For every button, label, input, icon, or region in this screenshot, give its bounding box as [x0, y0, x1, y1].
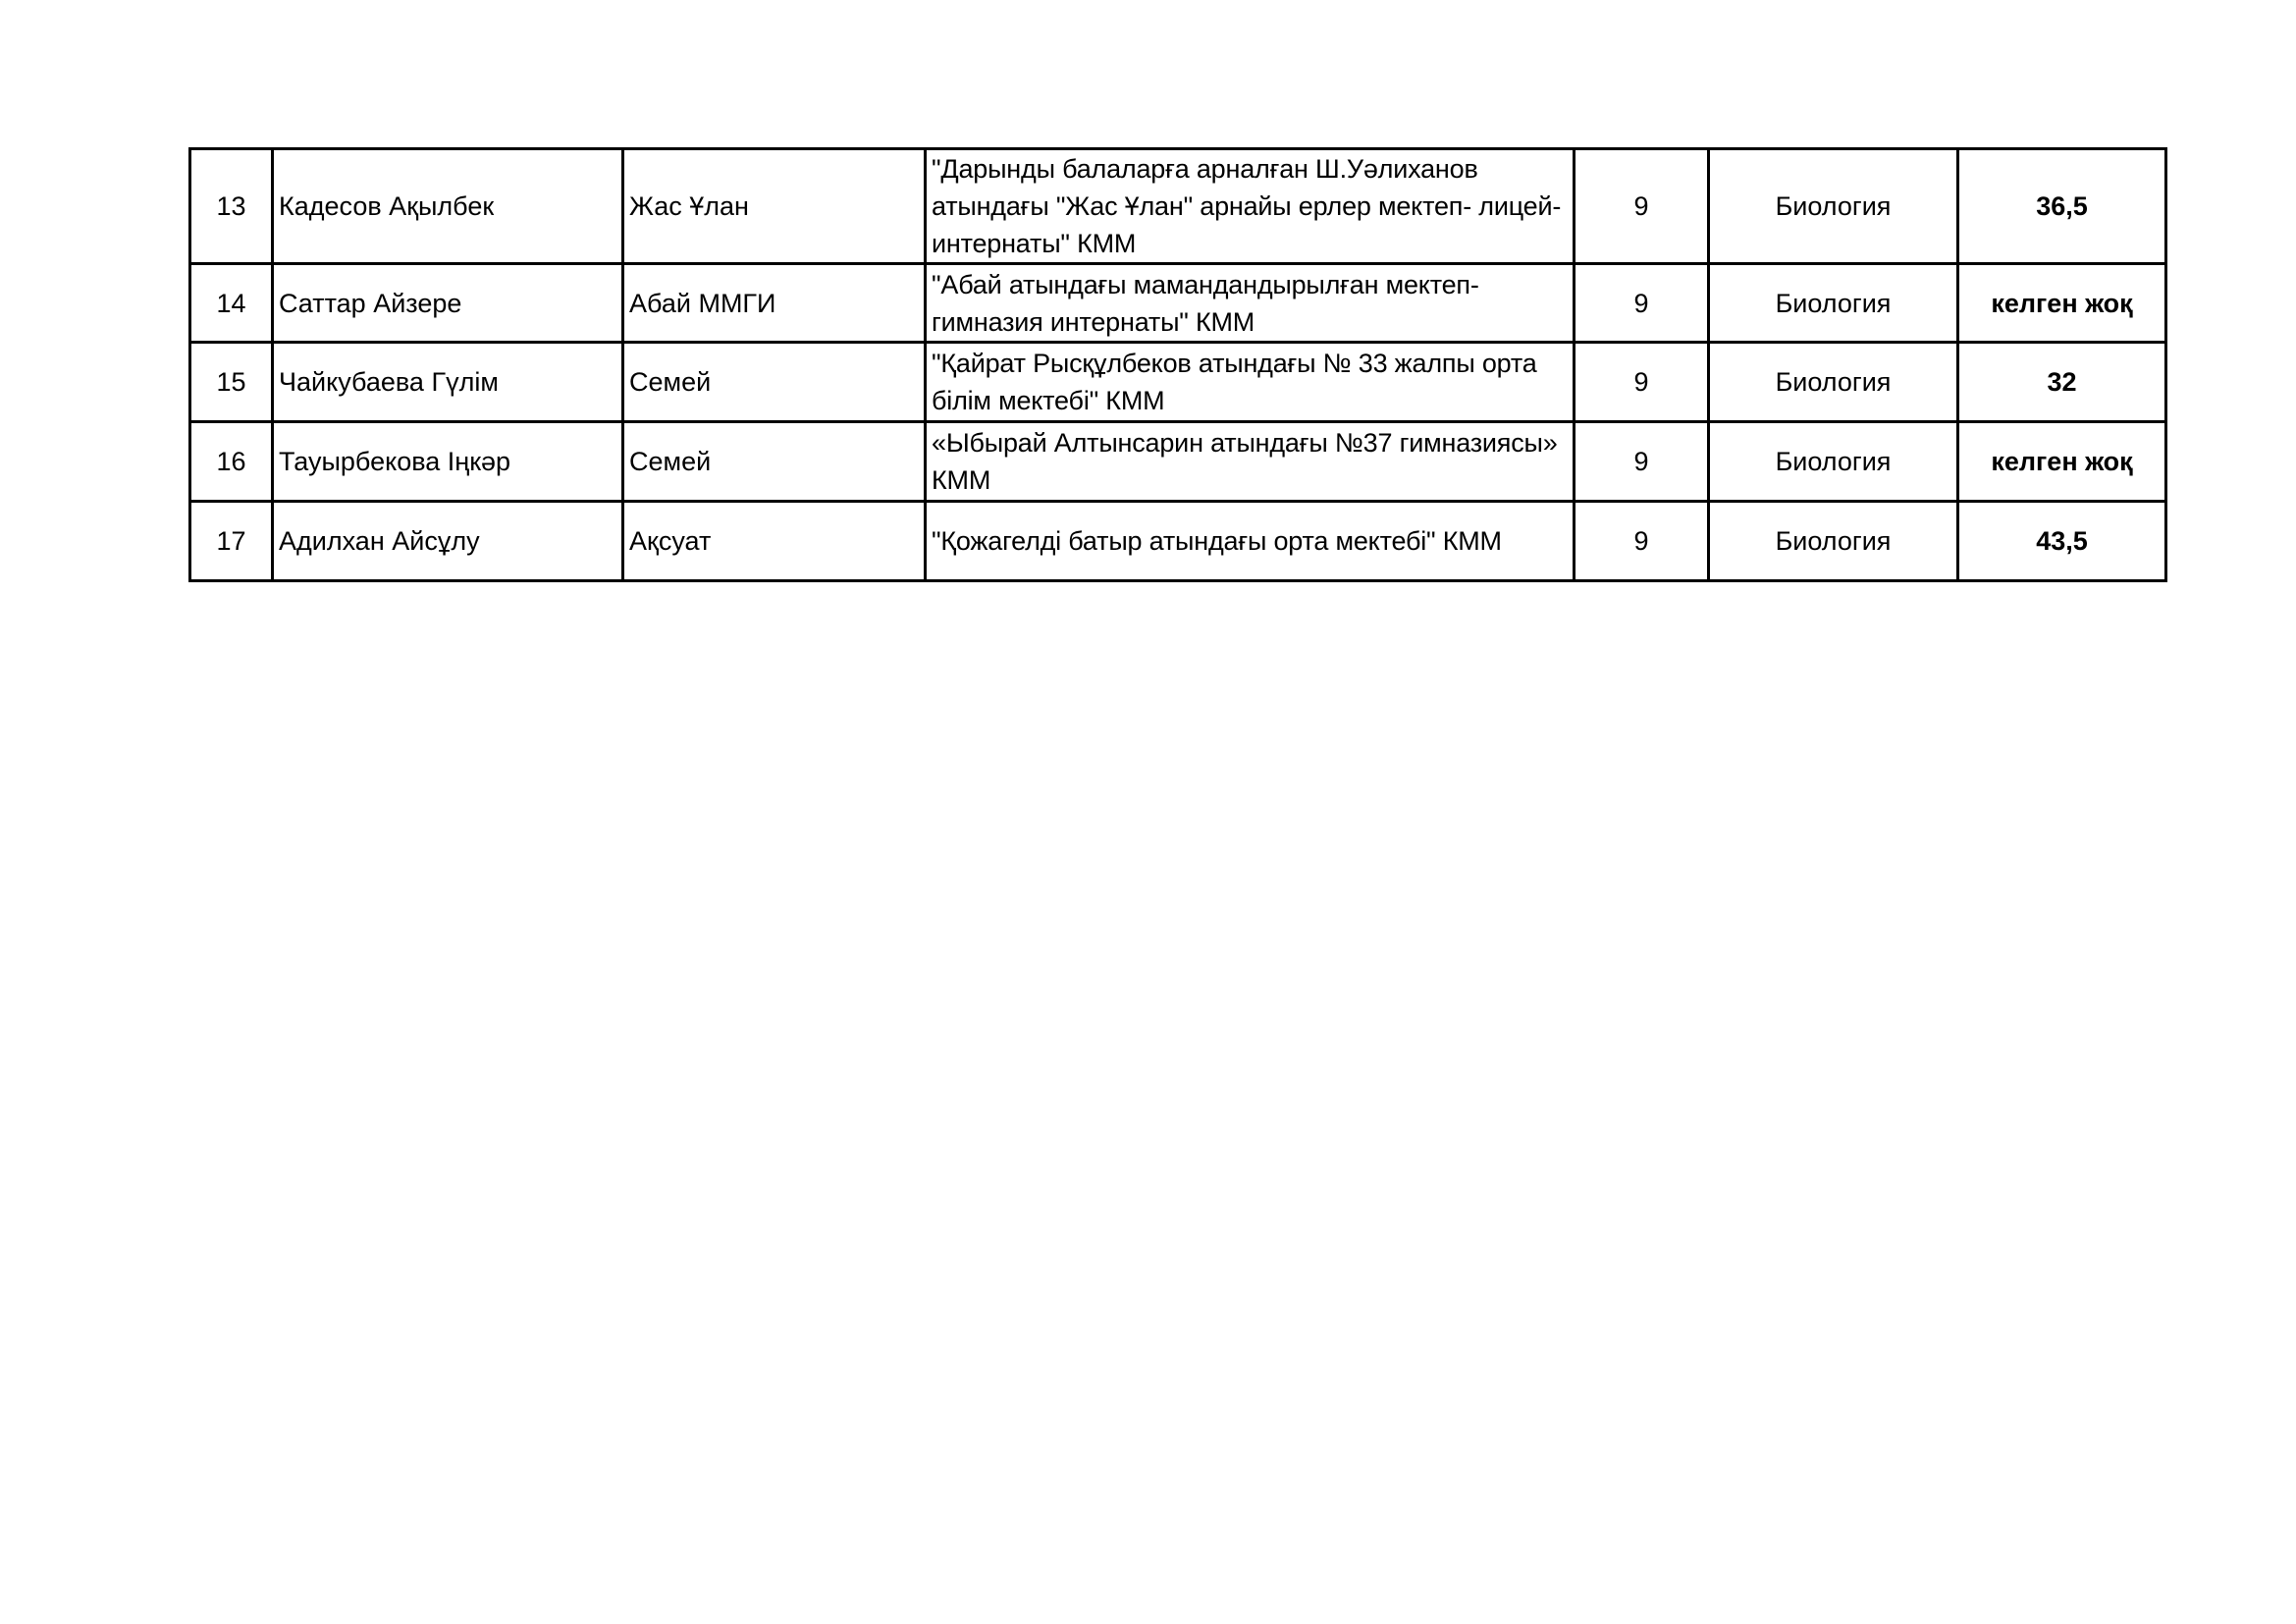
- table-row: [190, 502, 2166, 581]
- score-cell: 32: [1958, 343, 2166, 422]
- district-cell: Семей: [623, 422, 926, 502]
- district-cell: Жас Ұлан: [623, 149, 926, 264]
- student-name-cell: Саттар Айзере: [273, 264, 623, 343]
- student-name-cell: Адилхан Айсұлу: [273, 502, 623, 581]
- subject-cell: Биология: [1709, 502, 1958, 581]
- score-cell: келген жоқ: [1958, 422, 2166, 502]
- row-number-cell: 15: [190, 343, 273, 422]
- grade-cell: 9: [1575, 343, 1709, 422]
- subject-cell: Биология: [1709, 422, 1958, 502]
- subject-cell: Биология: [1709, 343, 1958, 422]
- table-row: [190, 343, 2166, 422]
- score-cell: 43,5: [1958, 502, 2166, 581]
- table-row: [190, 149, 2166, 264]
- grade-cell: 9: [1575, 149, 1709, 264]
- school-cell: «Ыбырай Алтынсарин атындағы №37 гимназиясы» КММ: [926, 422, 1575, 502]
- student-name-cell: Кадесов Ақылбек: [273, 149, 623, 264]
- score-cell: келген жоқ: [1958, 264, 2166, 343]
- row-number-cell: 17: [190, 502, 273, 581]
- student-name-cell: Тауырбекова Іңкәр: [273, 422, 623, 502]
- grade-cell: 9: [1575, 422, 1709, 502]
- grade-cell: 9: [1575, 502, 1709, 581]
- subject-cell: Биология: [1709, 264, 1958, 343]
- score-cell: 36,5: [1958, 149, 2166, 264]
- district-cell: Семей: [623, 343, 926, 422]
- school-cell: "Қожагелді батыр атындағы орта мектебі" КММ: [926, 502, 1575, 581]
- school-cell: "Қайрат Рысқұлбеков атындағы № 33 жалпы орта білім мектебі" КММ: [926, 343, 1575, 422]
- student-name-cell: Чайкубаева Гүлім: [273, 343, 623, 422]
- row-number-cell: 13: [190, 149, 273, 264]
- subject-cell: Биология: [1709, 149, 1958, 264]
- row-number-cell: 14: [190, 264, 273, 343]
- grade-cell: 9: [1575, 264, 1709, 343]
- district-cell: Абай ММГИ: [623, 264, 926, 343]
- district-cell: Ақсуат: [623, 502, 926, 581]
- school-cell: "Абай атындағы мамандандырылған мектеп-гимназия интернаты" КММ: [926, 264, 1575, 343]
- table-row: [190, 264, 2166, 343]
- table-row: [190, 422, 2166, 502]
- row-number-cell: 16: [190, 422, 273, 502]
- school-cell: "Дарынды балаларға арналған Ш.Уәлиханов атындағы "Жас Ұлан" арнайы ерлер мектеп- лицей-интернаты" КММ: [926, 149, 1575, 264]
- results-table: [188, 147, 2167, 582]
